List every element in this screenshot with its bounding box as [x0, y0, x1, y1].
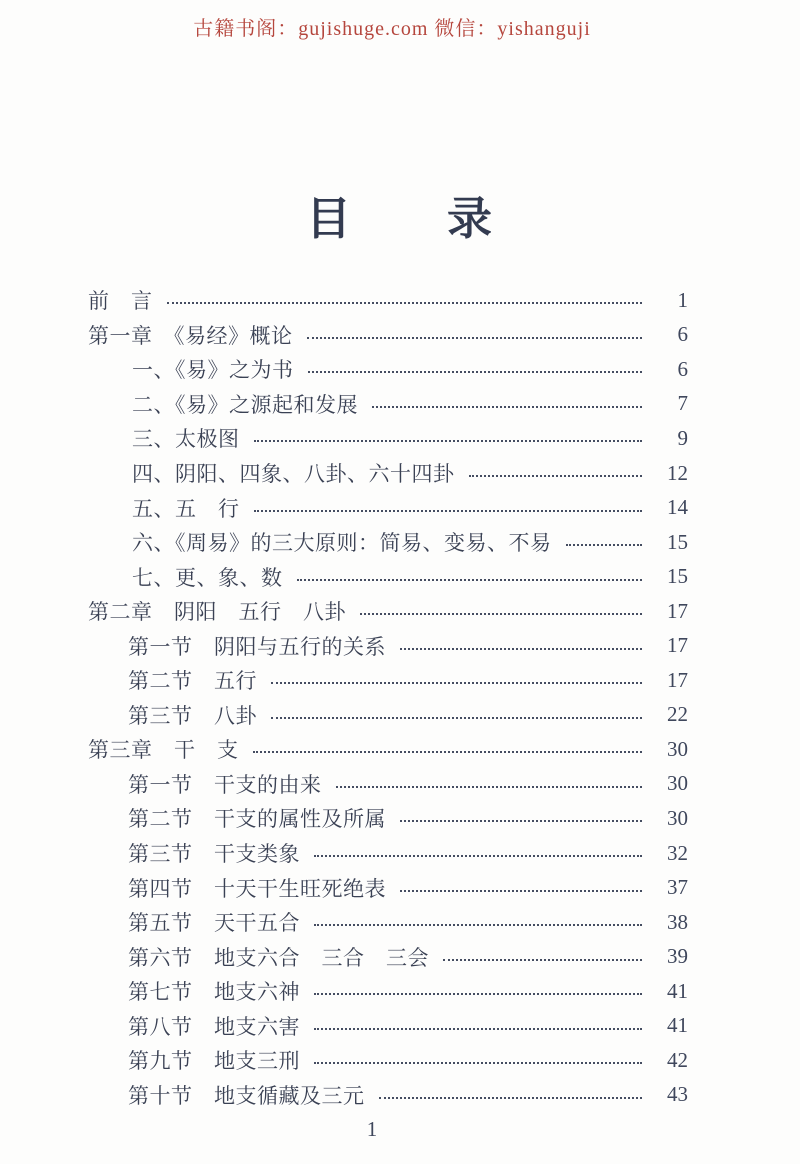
toc-entry-label: 第五节 天干五合 [128, 911, 300, 936]
dot-leader [254, 440, 643, 442]
toc-entry-label: 第四节 十天干生旺死绝表 [128, 876, 386, 901]
toc-entry-label: 第七节 地支六神 [128, 980, 300, 1005]
toc-entry [88, 698, 688, 733]
toc-entry [88, 559, 688, 594]
toc-entry-page: 1 [677, 287, 688, 312]
dot-leader [400, 890, 642, 892]
toc-entry [88, 801, 688, 836]
toc-entry-page: 15 [667, 564, 688, 589]
toc-entry-page: 12 [667, 460, 688, 485]
toc-entry-label: 第二节 干支的属性及所属 [128, 807, 386, 832]
toc-entry-page: 17 [667, 633, 688, 658]
toc-entry-page: 30 [667, 736, 688, 761]
toc-entry-page: 17 [667, 667, 688, 692]
page-title: 目 录 [305, 194, 494, 244]
toc-entry [88, 1078, 688, 1113]
dot-leader [271, 717, 642, 719]
dot-leader [314, 1028, 642, 1030]
dot-leader [379, 1097, 643, 1099]
toc-entry-page: 30 [667, 771, 688, 796]
toc-entry [88, 594, 688, 629]
toc-entry-label: 一、《易》之为书 [132, 358, 294, 383]
toc-entry [88, 663, 688, 698]
toc-entry-label: 五、五 行 [132, 496, 240, 521]
dot-leader [271, 682, 642, 684]
toc-entry-page: 37 [667, 875, 688, 900]
toc-entry-page: 30 [667, 805, 688, 830]
dot-leader [314, 924, 642, 926]
toc-entry [88, 732, 688, 767]
toc-entry-page: 6 [677, 322, 688, 347]
dot-leader [308, 371, 643, 373]
toc-entry-label: 七、更、象、数 [132, 565, 283, 590]
toc-entry [88, 870, 688, 905]
toc-entry [88, 352, 688, 387]
toc-entry-label: 第一章 《易经》概论 [88, 323, 293, 348]
toc-entry [88, 836, 688, 871]
toc-entry-page: 32 [667, 840, 688, 865]
toc-entry-label: 六、《周易》的三大原则：简易、变易、不易 [132, 531, 552, 556]
toc-entry [88, 283, 688, 318]
toc-entry-page: 38 [667, 909, 688, 934]
toc-entry-label: 第九节 地支三刑 [128, 1049, 300, 1074]
toc-entry-label: 前 言 [88, 289, 153, 314]
toc-list [88, 283, 688, 1112]
toc-entry-page: 43 [667, 1082, 688, 1107]
toc-entry-page: 39 [667, 944, 688, 969]
toc-entry-page: 42 [667, 1047, 688, 1072]
toc-entry-label: 第八节 地支六害 [128, 1014, 300, 1039]
toc-entry [88, 318, 688, 353]
dot-leader [253, 751, 643, 753]
toc-entry [88, 939, 688, 974]
toc-entry-label: 三、太极图 [132, 427, 240, 452]
toc-entry [88, 490, 688, 525]
toc-entry-label: 第三节 干支类象 [128, 842, 300, 867]
toc-entry-label: 第三节 八卦 [128, 703, 257, 728]
toc-entry-page: 17 [667, 598, 688, 623]
toc-entry [88, 974, 688, 1009]
toc-entry [88, 387, 688, 422]
toc-entry-label: 第二章 阴阳 五行 八卦 [88, 600, 346, 625]
toc-entry-page: 6 [677, 356, 688, 381]
toc-entry [88, 456, 688, 491]
dot-leader [254, 510, 643, 512]
dot-leader [566, 544, 643, 546]
dot-leader [443, 959, 642, 961]
toc-entry-label: 第十节 地支循藏及三元 [128, 1083, 365, 1108]
toc-entry-label: 第二节 五行 [128, 669, 257, 694]
toc-entry-label: 第六节 地支六合 三合 三会 [128, 945, 429, 970]
toc-entry-label: 第一节 干支的由来 [128, 772, 322, 797]
toc-entry-label: 二、《易》之源起和发展 [132, 392, 358, 417]
toc-entry-page: 15 [667, 529, 688, 554]
toc-entry-page: 41 [667, 978, 688, 1003]
toc-entry [88, 1043, 688, 1078]
toc-entry [88, 628, 688, 663]
toc-entry [88, 421, 688, 456]
dot-leader [372, 406, 642, 408]
toc-entry-label: 四、阴阳、四象、八卦、六十四卦 [132, 462, 455, 486]
toc-entry-page: 22 [667, 702, 688, 727]
dot-leader [297, 579, 643, 581]
toc-entry [88, 767, 688, 802]
dot-leader [469, 475, 643, 477]
footer-page-number: 1 [366, 1117, 378, 1141]
toc-entry-page: 7 [677, 391, 688, 416]
dot-leader [307, 337, 643, 339]
toc-entry-label: 第三章 干 支 [88, 738, 239, 763]
toc-entry-page: 14 [667, 495, 688, 520]
toc-entry-page: 9 [677, 425, 688, 450]
dot-leader [400, 820, 642, 822]
watermark-header-text: 古籍书阁：gujishuge.com 微信：yishanguji [193, 18, 591, 40]
toc-entry-page: 41 [667, 1013, 688, 1038]
toc-entry-label: 第一节 阴阳与五行的关系 [128, 634, 386, 659]
dot-leader [360, 613, 642, 615]
dot-leader [314, 1062, 642, 1064]
dot-leader [167, 302, 643, 304]
dot-leader [314, 855, 642, 857]
dot-leader [314, 993, 642, 995]
dot-leader [336, 786, 643, 788]
toc-entry [88, 1008, 688, 1043]
dot-leader [400, 648, 642, 650]
toc-entry [88, 905, 688, 940]
toc-entry [88, 525, 688, 560]
